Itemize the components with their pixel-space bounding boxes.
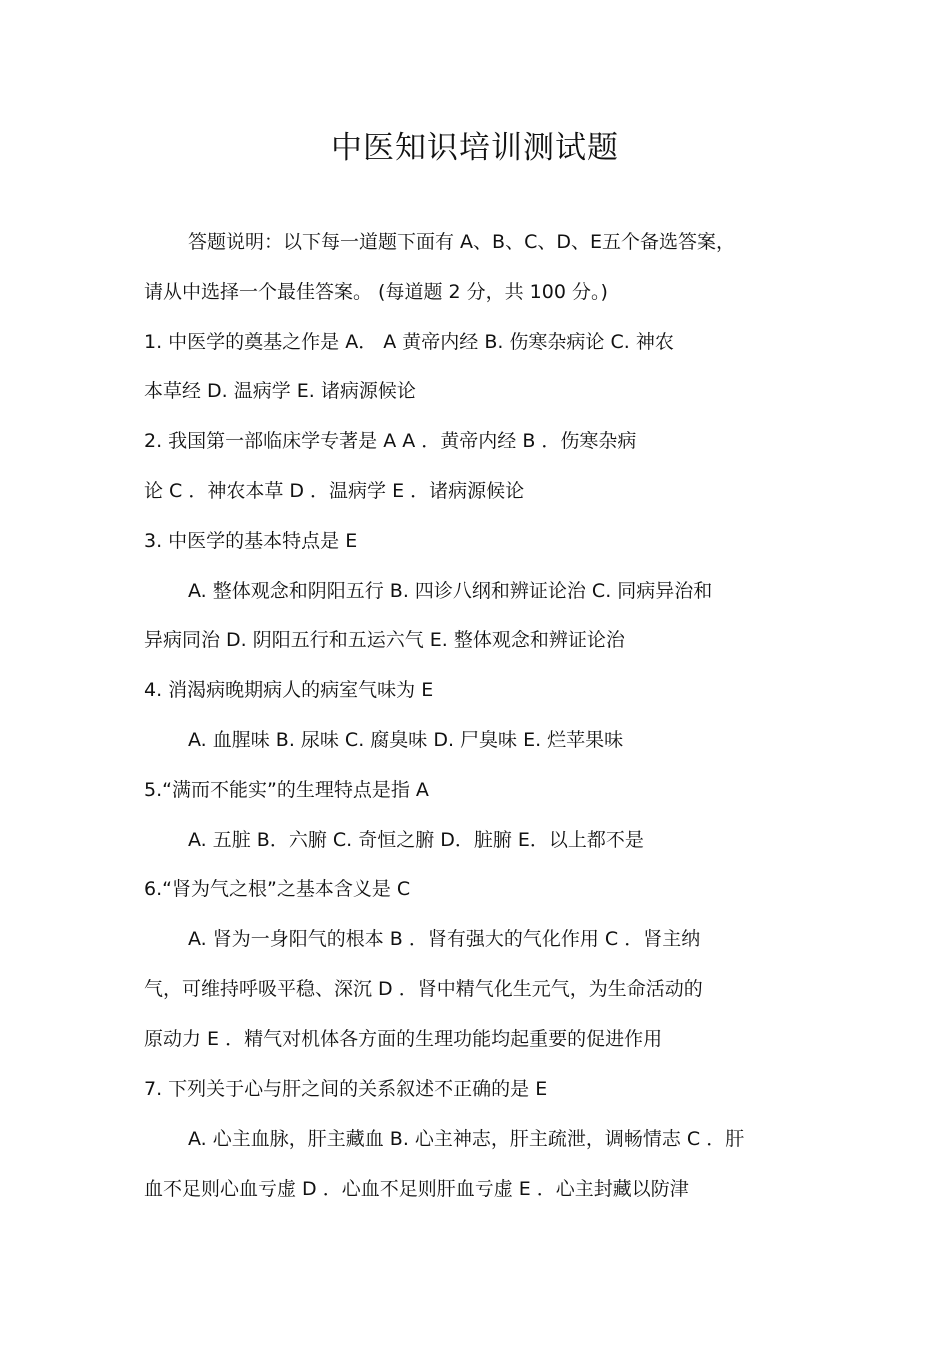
question-7-stem: 7. 下列关于心与肝之间的关系叙述不正确的是 E bbox=[144, 1078, 548, 1100]
question-6-options-1: A. 肾为一身阳气的根本 B ．肾有强大的气化作用 C ．肾主纳 bbox=[188, 928, 701, 950]
question-6-options-2: 气，可维持呼吸平稳、深沉 D ．肾中精气化生元气，为生命活动的 bbox=[144, 978, 703, 1000]
question-2-line-1: 2. 我国第一部临床学专著是 A A ．黄帝内经 B ．伤寒杂病 bbox=[144, 430, 637, 452]
question-3-options-2: 异病同治 D. 阴阳五行和五运六气 E. 整体观念和辨证论治 bbox=[144, 629, 625, 651]
question-4-stem: 4. 消渴病晚期病人的病室气味为 E bbox=[144, 679, 434, 701]
question-6-options-3: 原动力 E ．精气对机体各方面的生理功能均起重要的促进作用 bbox=[144, 1028, 663, 1050]
instructions-line-1: 答题说明：以下每一道题下面有 A、B、C、D、E五个备选答案， bbox=[188, 231, 735, 253]
question-1-line-2: 本草经 D. 温病学 E. 诸病源候论 bbox=[144, 380, 416, 402]
question-3-options-1: A. 整体观念和阴阳五行 B. 四诊八纲和辨证论治 C. 同病异治和 bbox=[188, 580, 713, 602]
question-7-options-2: 血不足则心血亏虚 D ．心血不足则肝血亏虚 E ．心主封藏以防津 bbox=[144, 1178, 689, 1200]
question-7-options-1: A. 心主血脉，肝主藏血 B. 心主神志，肝主疏泄，调畅情志 C ．肝 bbox=[188, 1128, 745, 1150]
question-4-options: A. 血腥味 B. 尿味 C. 腐臭味 D. 尸臭味 E. 烂苹果味 bbox=[188, 729, 624, 751]
question-3-stem: 3. 中医学的基本特点是 E bbox=[144, 530, 358, 552]
page-title: 中医知识培训测试题 bbox=[331, 130, 619, 166]
question-1-line-1: 1. 中医学的奠基之作是 A． A 黄帝内经 B. 伤寒杂病论 C. 神农 bbox=[144, 331, 674, 353]
question-5-stem: 5.“满而不能实”的生理特点是指 A bbox=[144, 779, 429, 801]
question-6-stem: 6.“肾为气之根”之基本含义是 C bbox=[144, 878, 411, 900]
question-5-options: A. 五脏 B．六腑 C. 奇恒之腑 D．脏腑 E．以上都不是 bbox=[188, 829, 644, 851]
instructions-line-2: 请从中选择一个最佳答案。 (每道题 2 分，共 100 分。) bbox=[144, 281, 608, 303]
question-2-line-2: 论 C ．神农本草 D ．温病学 E ．诸病源候论 bbox=[144, 480, 525, 502]
